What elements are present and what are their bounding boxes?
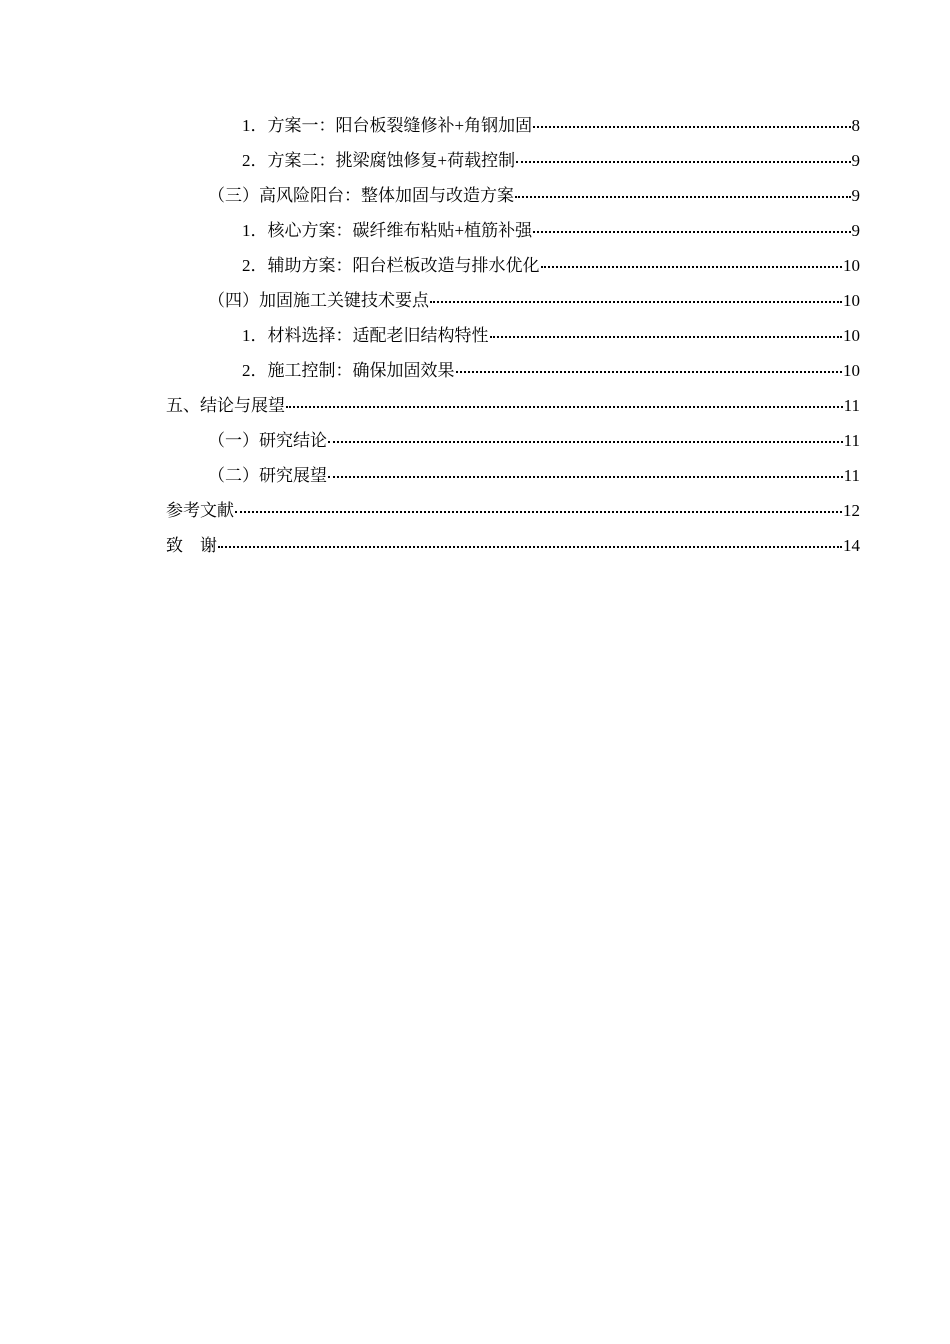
toc-dot-leader [430,300,842,303]
toc-dot-leader [516,160,850,163]
toc-entry-page: 10 [843,256,860,275]
toc-entry-title: 1．材料选择：适配老旧结构特性 [242,326,489,345]
toc-entry[interactable] [166,388,860,423]
toc-entry-title: 2．施工控制：确保加固效果 [242,361,455,380]
toc-entry-title: （一）研究结论 [208,431,327,450]
table-of-contents [166,108,860,563]
toc-entry[interactable] [166,458,860,493]
toc-dot-leader [218,545,842,548]
toc-entry-title: （四）加固施工关键技术要点 [208,291,429,310]
toc-entry-title: 参考文献 [166,501,234,521]
toc-dot-leader [490,335,843,338]
toc-entry-page: 10 [843,361,860,380]
toc-entry[interactable] [166,143,860,178]
toc-entry-page: 9 [851,186,860,205]
toc-entry[interactable] [166,423,860,458]
toc-entry-page: 14 [843,536,860,555]
toc-entry-title: 2．方案二：挑梁腐蚀修复+荷载控制 [242,151,516,170]
toc-dot-leader [328,440,843,443]
toc-dot-leader [533,125,850,128]
toc-entry[interactable] [166,283,860,318]
toc-entry-page: 11 [843,466,860,485]
toc-dot-leader [541,265,843,268]
toc-entry-page: 11 [843,431,860,450]
toc-entry[interactable] [166,353,860,388]
toc-entry-page: 9 [851,221,860,240]
toc-entry-page: 11 [843,396,860,415]
toc-entry[interactable] [166,178,860,213]
toc-dot-leader [533,230,850,233]
toc-entry-title: （二）研究展望 [208,466,327,485]
toc-entry-title: （三）高风险阳台：整体加固与改造方案 [208,186,514,205]
toc-dot-leader [235,510,842,513]
toc-entry-page: 10 [843,326,860,345]
toc-dot-leader [328,475,843,478]
toc-entry[interactable] [166,318,860,353]
toc-entry-page: 8 [851,116,860,135]
toc-entry-title: 1．核心方案：碳纤维布粘贴+植筋补强 [242,221,533,240]
toc-entry[interactable] [166,493,860,528]
toc-entry-page: 12 [843,501,860,520]
toc-dot-leader [456,370,843,373]
toc-entry-title: 致 谢 [166,536,217,556]
toc-entry[interactable] [166,213,860,248]
toc-dot-leader [286,405,843,408]
toc-entry-title: 2．辅助方案：阳台栏板改造与排水优化 [242,256,540,275]
toc-dot-leader [515,195,851,198]
toc-entry-title: 1．方案一：阳台板裂缝修补+角钢加固 [242,116,533,135]
toc-entry[interactable] [166,108,860,143]
toc-entry-page: 10 [843,291,860,310]
toc-entry[interactable] [166,248,860,283]
toc-entry-title: 五、结论与展望 [166,396,285,416]
toc-entry[interactable] [166,528,860,563]
toc-entry-page: 9 [851,151,860,170]
